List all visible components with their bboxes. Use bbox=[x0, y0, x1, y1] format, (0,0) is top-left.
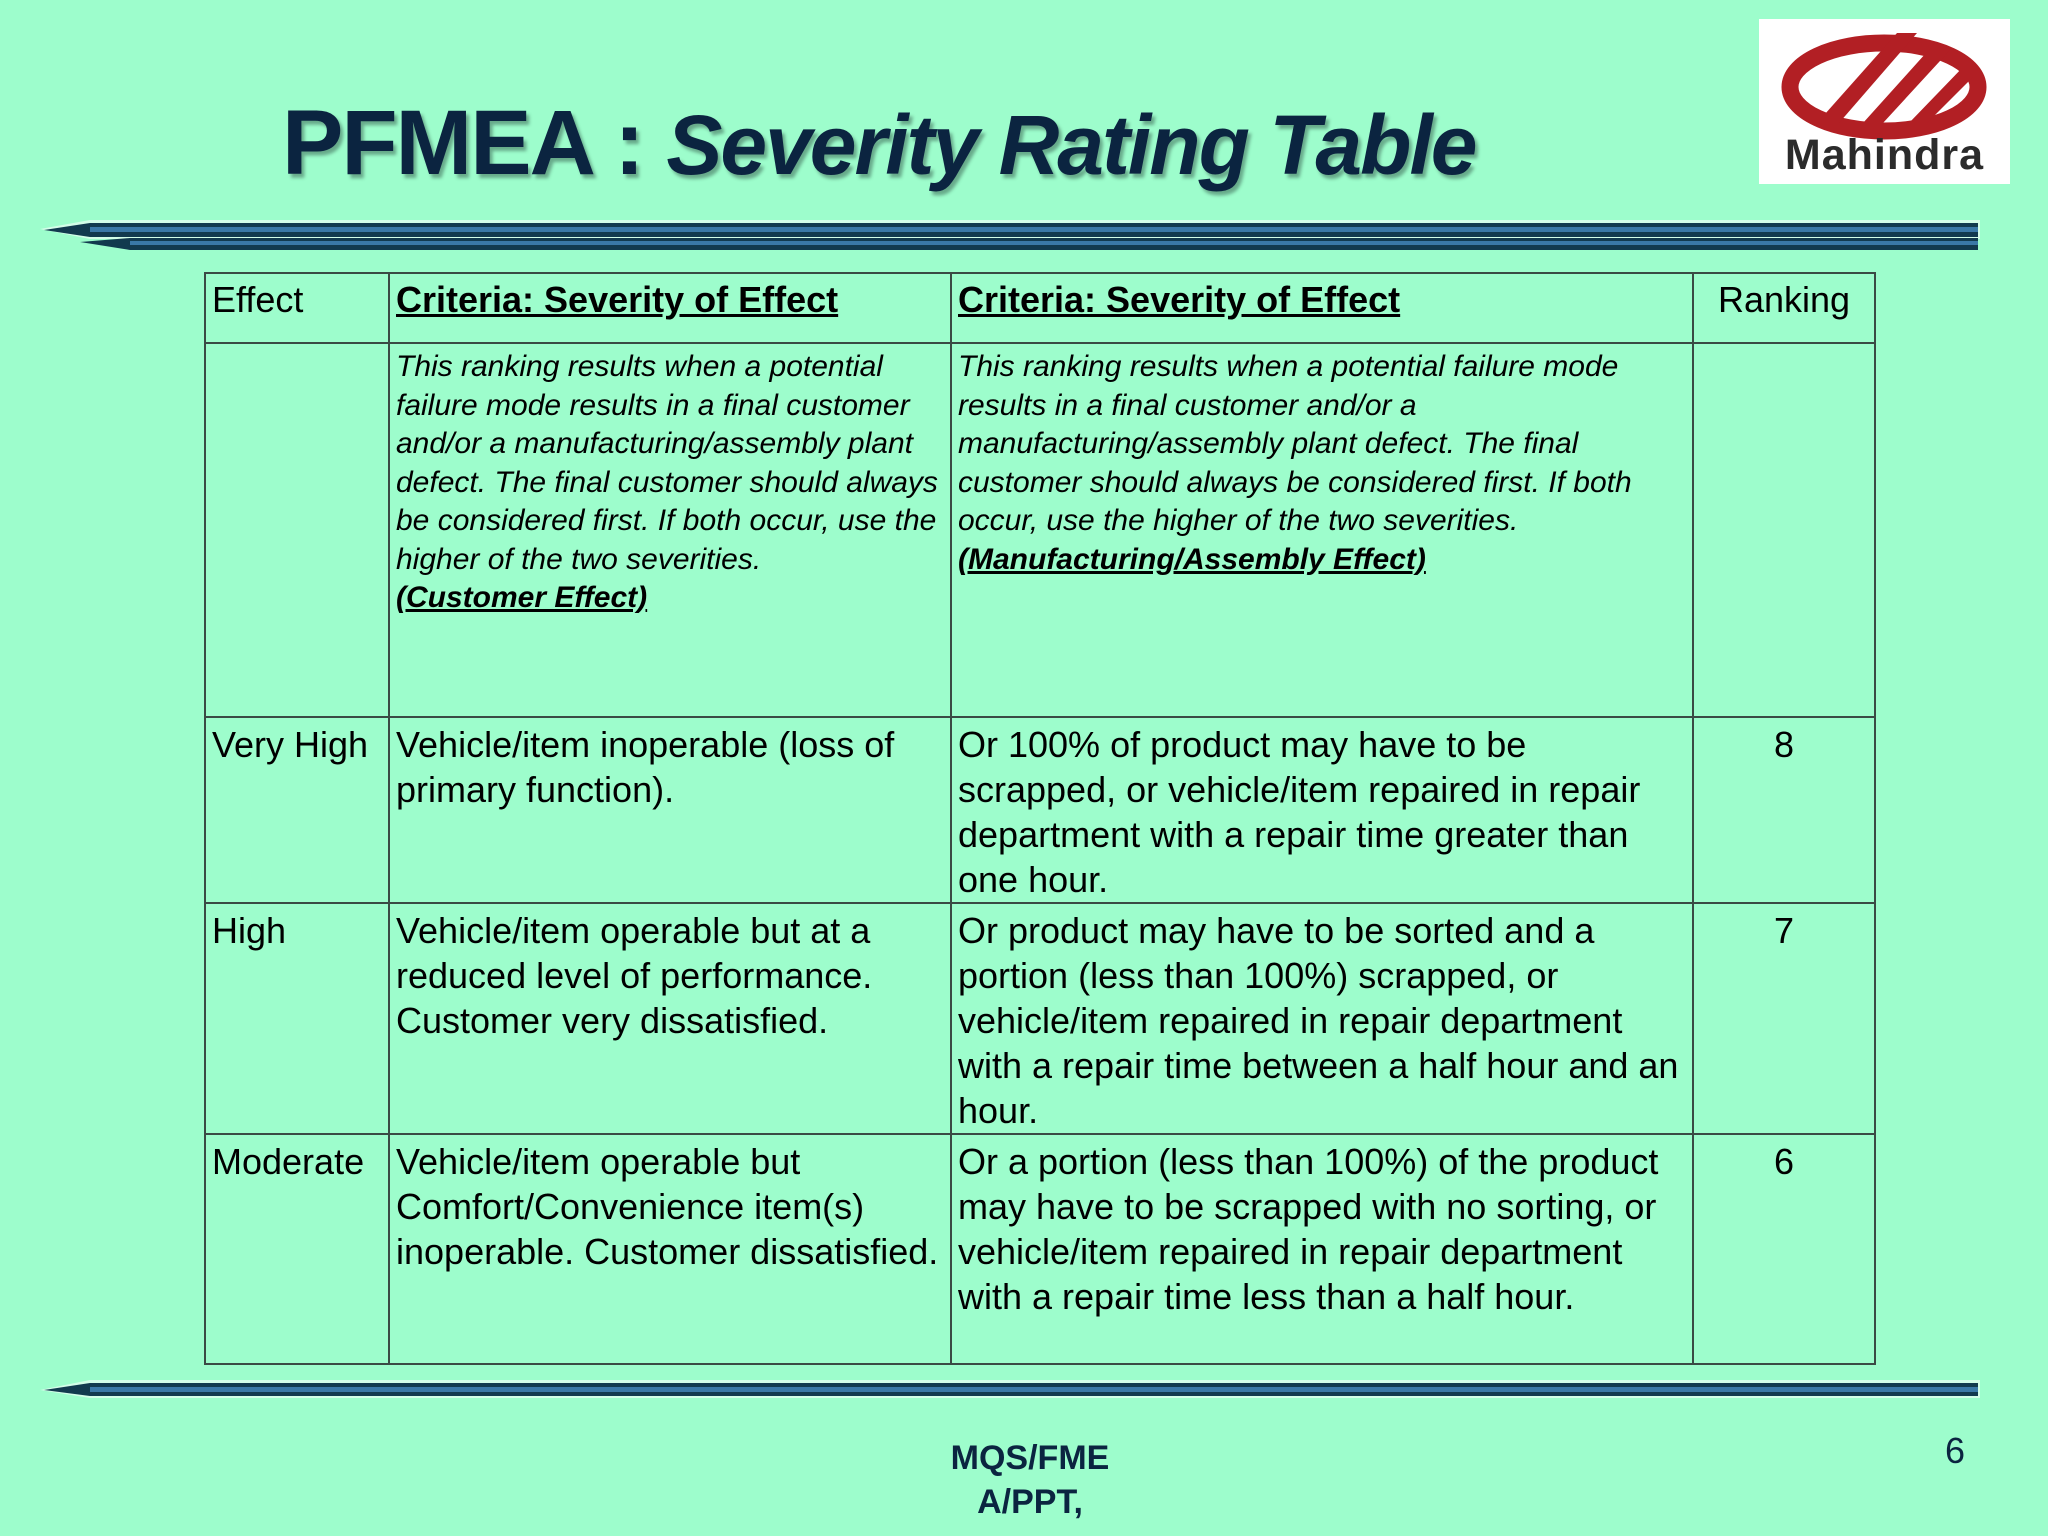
manufacturing-description-text: This ranking results when a potential failure mode results in a final customer and/or a manufacturing/assembly plant defect. The final customer should always be considered first. If both occur, use the higher of the two severities. bbox=[958, 350, 1632, 537]
footer-line-1: MQS/FME bbox=[950, 1439, 1110, 1477]
bottom-divider bbox=[40, 1378, 1980, 1402]
footer-line-2: A/PPT, bbox=[977, 1483, 1083, 1521]
manufacturing-effect-tag: (Manufacturing/Assembly Effect) bbox=[958, 542, 1426, 576]
title-subject: Severity Rating Table bbox=[666, 98, 1476, 192]
effect-cell: Very High bbox=[205, 717, 389, 903]
top-divider bbox=[40, 218, 1980, 254]
title-prefix: PFMEA : bbox=[282, 92, 667, 194]
description-effect-cell bbox=[205, 343, 389, 717]
description-manufacturing-cell bbox=[951, 343, 1693, 717]
severity-rating-table bbox=[204, 272, 1876, 1365]
description-row bbox=[205, 343, 1875, 717]
table-row bbox=[205, 903, 1875, 1134]
effect-cell: High bbox=[205, 903, 389, 1134]
ranking-cell: 8 bbox=[1693, 717, 1875, 903]
ranking-cell: 6 bbox=[1693, 1134, 1875, 1364]
header-ranking: Ranking bbox=[1693, 273, 1875, 343]
mahindra-logo bbox=[1759, 19, 2010, 184]
table-header-row bbox=[205, 273, 1875, 343]
customer-description-text: This ranking results when a potential failure mode results in a final customer and/or a manufacturing/assembly plant defect. The final customer should always be considered first. If both occur, use the higher of the two severities. bbox=[396, 350, 938, 576]
description-ranking-cell bbox=[1693, 343, 1875, 717]
manufacturing-criteria-cell: Or a portion (less than 100%) of the product may have to be scrapped with no sorting, or vehicle/item repaired in repair department with a repair time less than a half hour. bbox=[951, 1134, 1693, 1364]
manufacturing-criteria-cell: Or 100% of product may have to be scrapped, or vehicle/item repaired in repair department with a repair time greater than one hour. bbox=[951, 717, 1693, 903]
header-criteria-customer: Criteria: Severity of Effect bbox=[389, 273, 951, 343]
customer-effect-tag: (Customer Effect) bbox=[396, 581, 648, 614]
customer-criteria-cell: Vehicle/item operable but Comfort/Convenience item(s) inoperable. Customer dissatisfied. bbox=[389, 1134, 951, 1364]
page-number: 6 bbox=[1944, 1430, 1966, 1471]
manufacturing-criteria-cell: Or product may have to be sorted and a portion (less than 100%) scrapped, or vehicle/item repaired in repair department with a repair time between a half hour and an hour. bbox=[951, 903, 1693, 1134]
header-criteria-manufacturing: Criteria: Severity of Effect bbox=[951, 273, 1693, 343]
header-effect: Effect bbox=[205, 273, 389, 343]
table-row bbox=[205, 717, 1875, 903]
slide-title bbox=[282, 88, 1476, 200]
table-row bbox=[205, 1134, 1875, 1364]
logo-wordmark: Mahindra bbox=[1784, 131, 1985, 179]
footer-document-code bbox=[880, 1436, 1180, 1524]
description-customer-cell bbox=[389, 343, 951, 717]
customer-criteria-cell: Vehicle/item inoperable (loss of primary function). bbox=[389, 717, 951, 903]
ranking-cell: 7 bbox=[1693, 903, 1875, 1134]
customer-criteria-cell: Vehicle/item operable but at a reduced level of performance. Customer very dissatisfied. bbox=[389, 903, 951, 1134]
effect-cell: Moderate bbox=[205, 1134, 389, 1364]
mahindra-emblem-icon bbox=[1759, 19, 2010, 144]
